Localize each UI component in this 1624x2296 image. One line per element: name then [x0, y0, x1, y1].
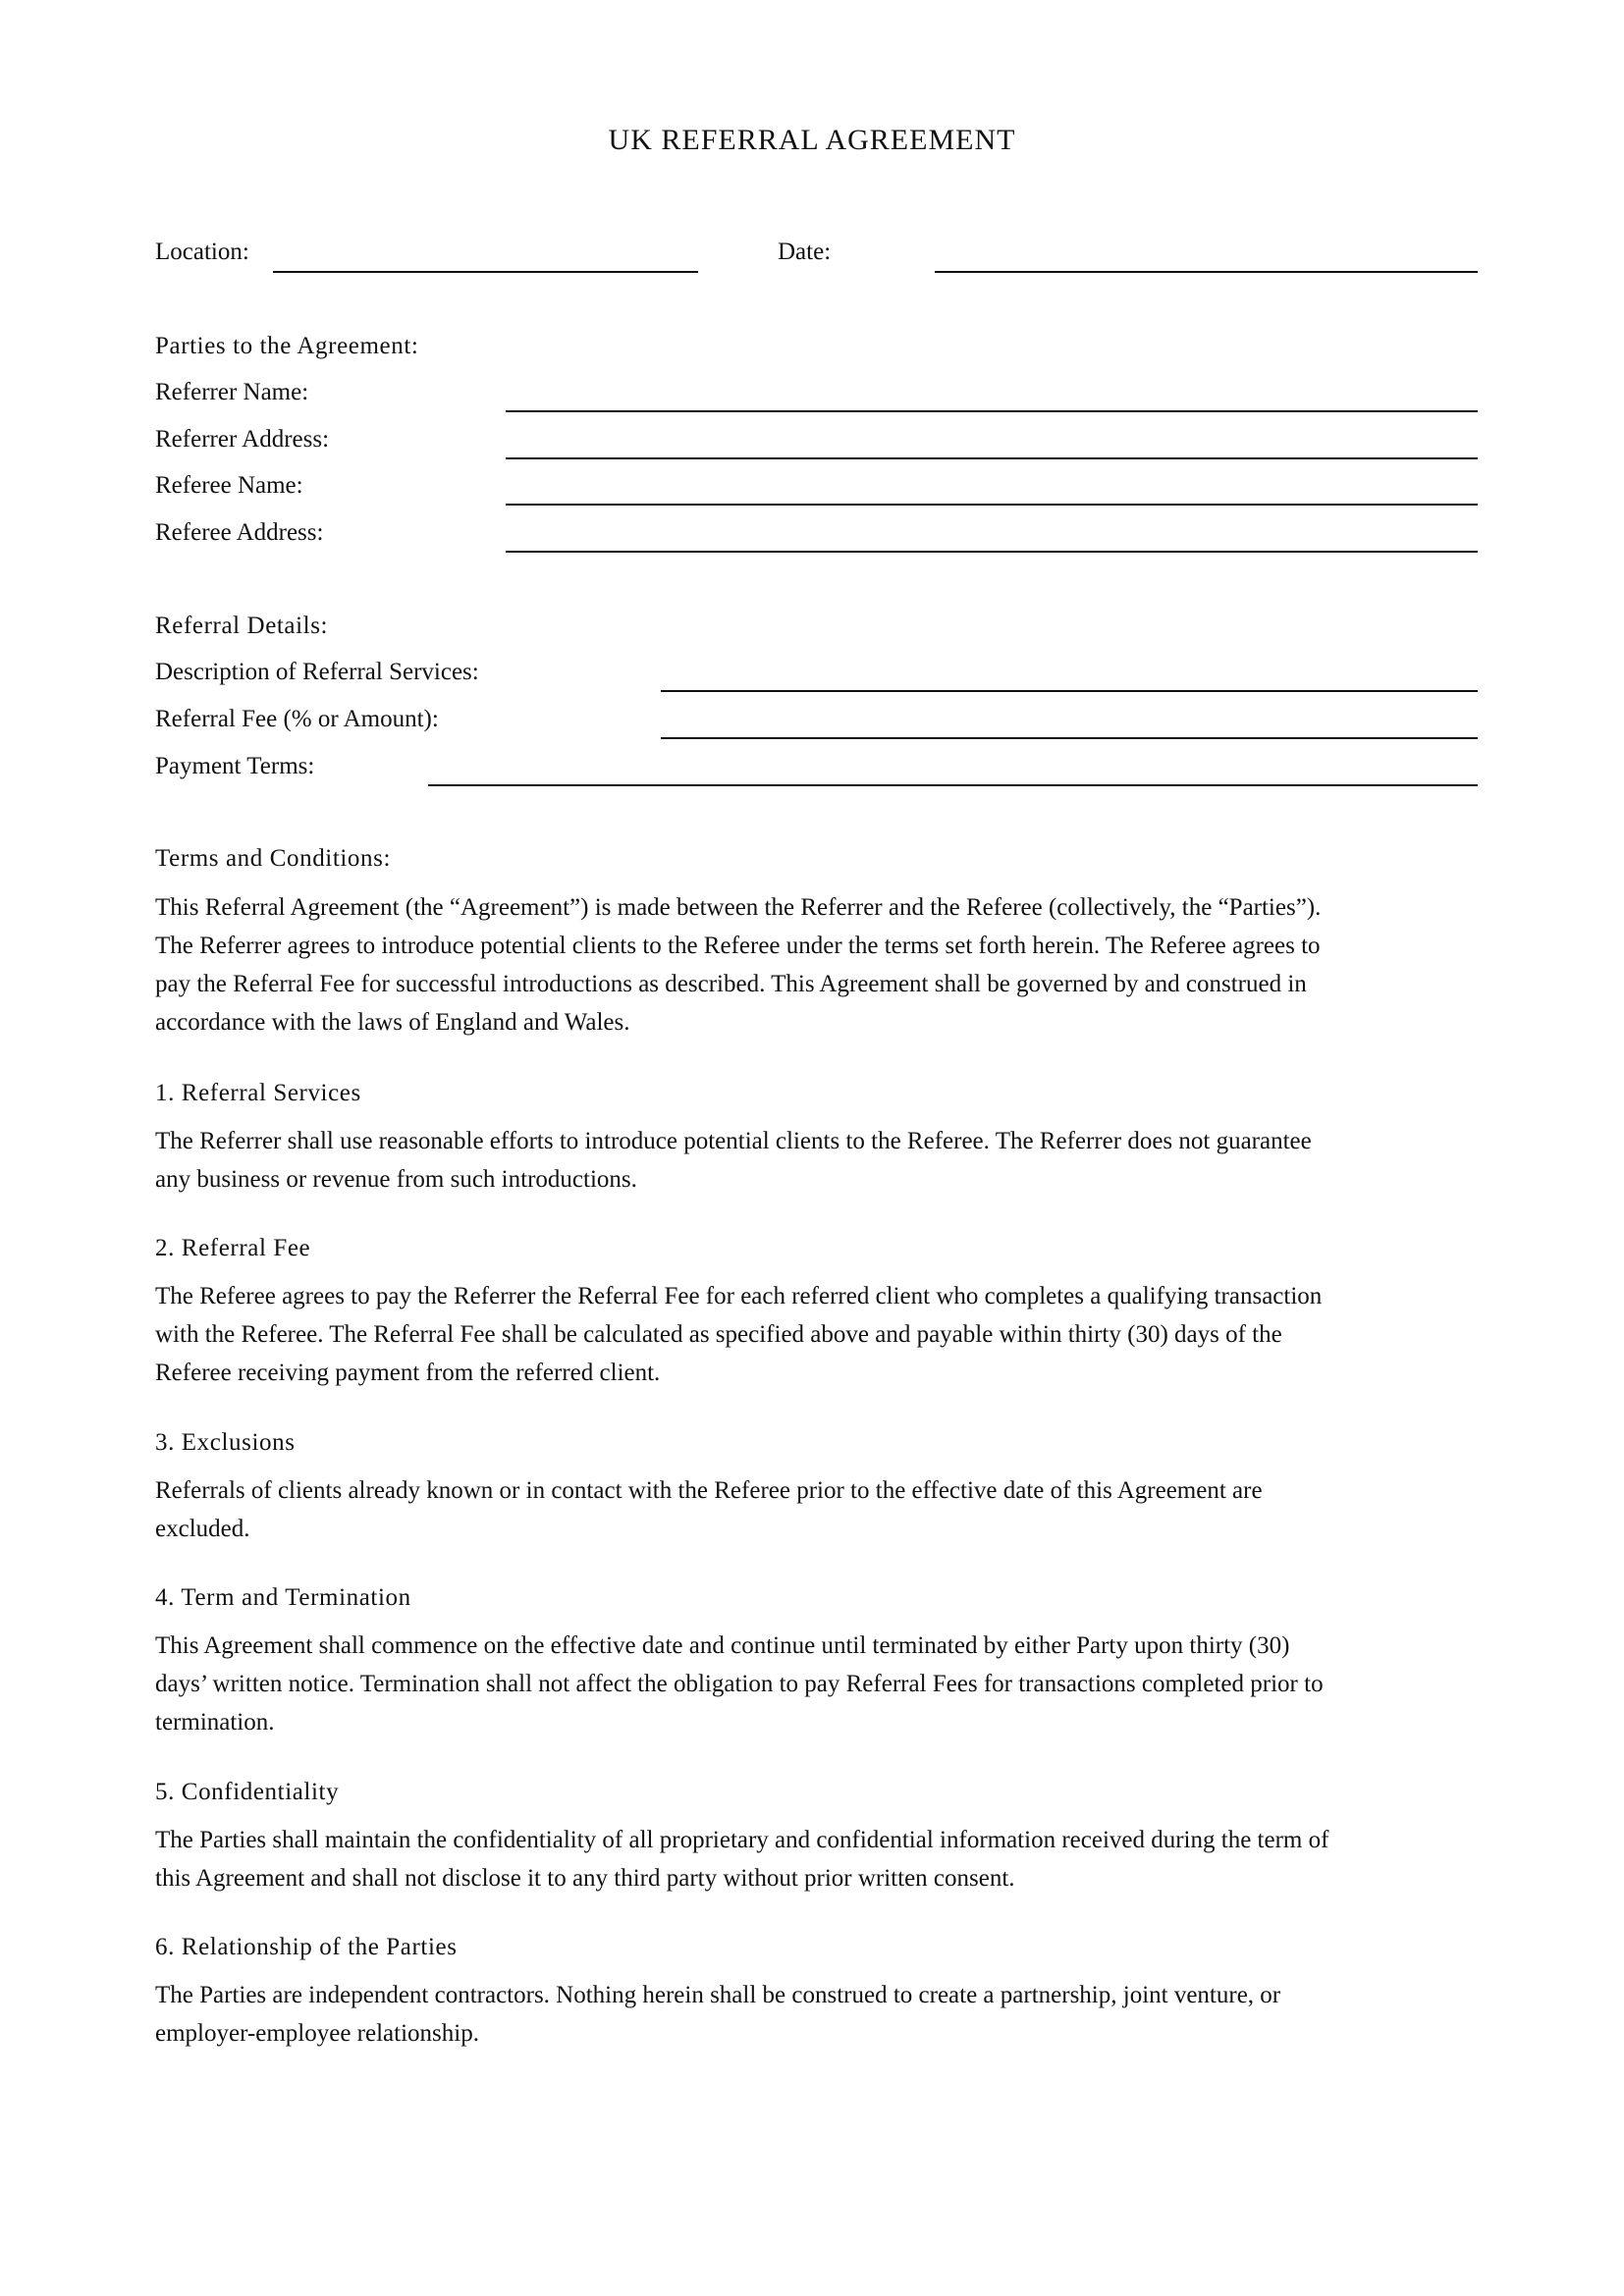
referrer-address-field[interactable]	[506, 457, 1478, 459]
text-line: The Referee agrees to pay the Referrer the Referral Fee for each referred client who completes a qualifying transaction	[155, 1283, 1323, 1309]
section-heading-relationship: 6. Relationship of the Parties	[155, 1934, 458, 1960]
text-line: excluded.	[155, 1516, 250, 1542]
text-line: The Referrer shall use reasonable efforts to introduce potential clients to the Referee. The Referrer does not guarantee	[155, 1128, 1312, 1154]
section-heading-referral-fee: 2. Referral Fee	[155, 1235, 311, 1261]
referral-details-heading: Referral Details:	[155, 613, 329, 639]
text-line: This Agreement shall commence on the effective date and continue until terminated by either Party upon thirty (30)	[155, 1632, 1290, 1659]
section-paragraph-relationship	[155, 1976, 1476, 2053]
section-heading-term-termination: 4. Term and Termination	[155, 1584, 411, 1611]
section-paragraph-term-termination	[155, 1627, 1476, 1741]
section-paragraph-confidentiality	[155, 1821, 1476, 1897]
text-line: this Agreement and shall not disclose it to any third party without prior written consent.	[155, 1865, 1015, 1892]
description-label: Description of Referral Services:	[155, 659, 479, 685]
referee-address-label: Referee Address:	[155, 519, 324, 546]
referral-fee-field[interactable]	[661, 737, 1478, 739]
section-paragraph-exclusions	[155, 1471, 1476, 1548]
referee-name-label: Referee Name:	[155, 472, 303, 499]
text-line: Referee receiving payment from the referred client.	[155, 1360, 661, 1386]
payment-terms-label: Payment Terms:	[155, 753, 315, 779]
section-heading-exclusions: 3. Exclusions	[155, 1429, 296, 1456]
date-label: Date:	[778, 239, 832, 265]
section-paragraph-referral-services	[155, 1122, 1476, 1199]
text-line: Referrals of clients already known or in contact with the Referee prior to the effective date of this Agreement are	[155, 1477, 1263, 1504]
referrer-name-label: Referrer Name:	[155, 379, 309, 405]
terms-heading: Terms and Conditions:	[155, 845, 392, 872]
referee-name-field[interactable]	[506, 504, 1478, 506]
section-heading-referral-services: 1. Referral Services	[155, 1080, 361, 1106]
text-line: This Referral Agreement (the “Agreement”) is made between the Referrer and the Referee (collectively, the “Parties”).	[155, 894, 1322, 921]
text-line: termination.	[155, 1709, 275, 1735]
section-heading-confidentiality: 5. Confidentiality	[155, 1779, 340, 1805]
text-line: days’ written notice. Termination shall not affect the obligation to pay Referral Fees for transactions completed prior to	[155, 1671, 1324, 1697]
referee-address-field[interactable]	[506, 551, 1478, 553]
payment-terms-field[interactable]	[428, 784, 1478, 786]
description-field[interactable]	[661, 690, 1478, 692]
text-line: with the Referee. The Referral Fee shall be calculated as specified above and payable within thirty (30) days of the	[155, 1321, 1282, 1348]
text-line: accordance with the laws of England and Wales.	[155, 1009, 630, 1036]
location-label: Location:	[155, 239, 249, 265]
referrer-name-field[interactable]	[506, 410, 1478, 412]
text-line: The Parties shall maintain the confidentiality of all proprietary and confidential information received during the term of	[155, 1827, 1329, 1853]
parties-heading: Parties to the Agreement:	[155, 333, 419, 359]
text-line: The Parties are independent contractors. Nothing herein shall be construed to create a partnership, joint venture, or	[155, 1982, 1281, 2008]
terms-paragraph	[155, 888, 1476, 1041]
section-paragraph-referral-fee	[155, 1277, 1476, 1392]
text-line: employer-employee relationship.	[155, 2020, 479, 2047]
text-line: The Referrer agrees to introduce potential clients to the Referee under the terms set forth herein. The Referee agrees to	[155, 933, 1321, 959]
document-title: UK REFERRAL AGREEMENT	[608, 124, 1016, 156]
text-line: pay the Referral Fee for successful introductions as described. This Agreement shall be governed by and construed in	[155, 971, 1307, 997]
date-field[interactable]	[935, 271, 1478, 273]
referrer-address-label: Referrer Address:	[155, 426, 330, 453]
referral-fee-label: Referral Fee (% or Amount):	[155, 706, 439, 732]
text-line: any business or revenue from such introductions.	[155, 1166, 637, 1193]
location-field[interactable]	[273, 271, 698, 273]
